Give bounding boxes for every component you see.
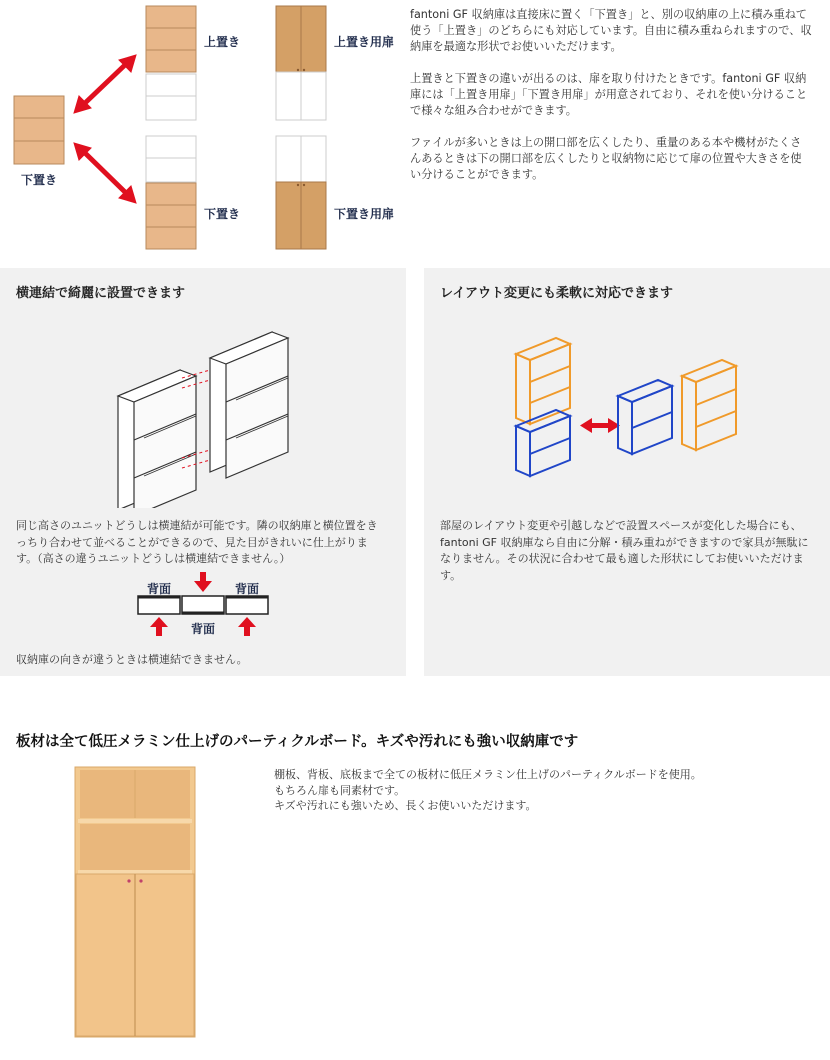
bottom-line-1: 棚板、背板、底板まで全ての板材に低圧メラミン仕上げのパーティクルボードを使用。 (274, 768, 702, 781)
panel-left-title: 横連結で綺麗に設置できます (16, 286, 186, 301)
bottom-heading: 板材は全て低圧メラミン仕上げのパーティクルボード。キズや汚れにも強い収納庫です (16, 734, 579, 750)
label-lower-door: 下置き用扉 (334, 207, 395, 221)
connection-illustration (100, 308, 310, 508)
top-paragraph-1: fantoni GF 収納庫は直接床に置く「下置き」と、別の収納庫の上に積み重ねて使う「上置き」のどちらにも対応しています。自由に積み重ねられますので、収納庫を最適な形状でお使いいただけます。 (410, 8, 812, 53)
top-paragraph-3: ファイルが多いときは上の開口部を広くしたり、重量のある本や機材がたくさんあるときは下の開口部を広くしたりと収納物に応じて扉の位置や大きさを使い分けることができます。 (410, 136, 802, 181)
panel-right-title: レイアウト変更にも柔軟に対応できます (440, 286, 673, 301)
top-paragraph-2: 上置きと下置きの違いが出るのは、扉を取り付けたときです。fantoni GF 収納庫には「上置き用扉」「下置き用扉」が用意されており、それを使い分けることで様々な組み合わせができます。 (410, 72, 808, 117)
panel-right-text: 部屋のレイアウト変更や引越しなどで設置スペースが変化した場合にも、fantoni GF 収納庫なら自由に分解・積み重ねができますので家具が無駄になりません。その状況に合わせて最も適した形状にしてお使いいただけます。 (440, 519, 809, 582)
red-down-arrow-icon (194, 572, 212, 592)
label-upper-placement: 上置き (204, 35, 241, 49)
bottom-description (274, 767, 702, 814)
upper-placement-illustration (146, 6, 196, 120)
bottom-line-2: もちろん扉も同素材です。 (274, 783, 406, 797)
lower-placement-illustration (146, 136, 196, 249)
panel-horizontal-connection (0, 268, 406, 676)
bottom-line-3: キズや汚れにも強いため、長くお使いいただけます。 (274, 799, 537, 812)
red-up-arrow-icon (238, 617, 256, 636)
label-upper-door: 上置き用扉 (334, 35, 395, 49)
lower-door-illustration (276, 136, 326, 249)
bottom-unit-illustration (14, 96, 64, 164)
label-bottom-unit: 下置き (21, 173, 58, 187)
back-label-right: 背面 (235, 582, 260, 596)
red-double-arrow-icon (74, 143, 136, 203)
panel-left-text: 同じ高さのユニットどうしは横連結が可能です。隣の収納庫と横位置をきっちり合わせて並べることができるので、見た目がきれいに仕上がります。（高さの違うユニットどうしは横連結できません。） (16, 519, 378, 565)
red-up-arrow-icon (150, 617, 168, 636)
layout-illustration (508, 334, 748, 494)
panel-left-note: 収納庫の向きが違うときは横連結できません。 (16, 653, 248, 666)
top-description (410, 7, 812, 199)
back-label-left: 背面 (147, 582, 172, 596)
label-lower-placement: 下置き (204, 207, 241, 221)
cabinet-illustration (74, 766, 198, 1040)
orientation-diagram (130, 570, 280, 642)
panel-layout-change (424, 268, 830, 676)
red-double-arrow-icon (580, 418, 620, 433)
back-label-center: 背面 (191, 622, 216, 636)
upper-door-illustration (276, 6, 326, 120)
red-double-arrow-icon (74, 55, 136, 113)
